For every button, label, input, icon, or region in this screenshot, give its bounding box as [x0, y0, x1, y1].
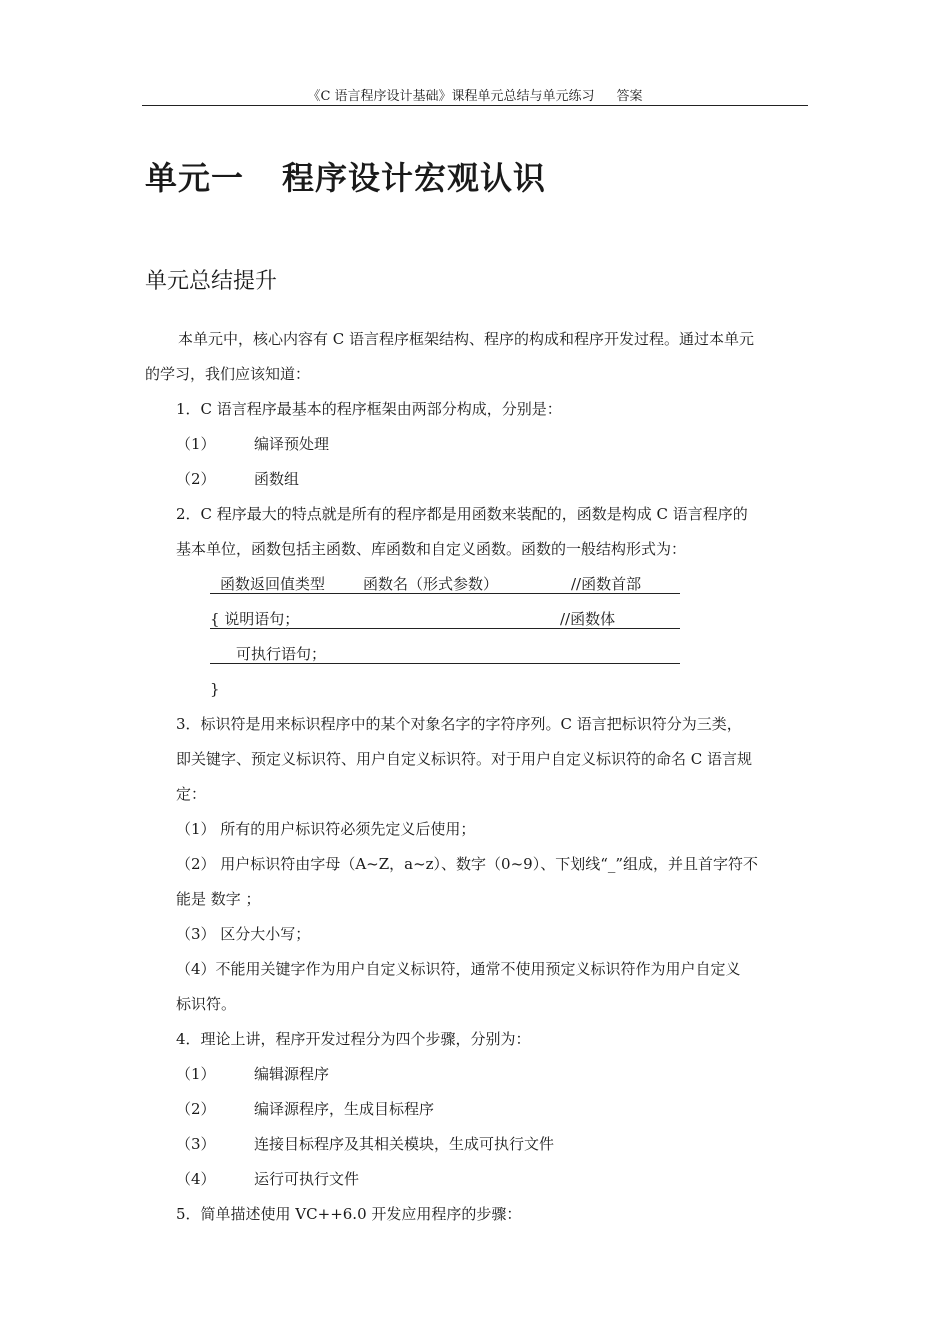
list-item: 标识符。	[176, 995, 237, 1013]
item-text: 函数组	[254, 470, 300, 488]
item-text: 编译预处理	[254, 435, 330, 453]
point-3-line-3: 定：	[176, 785, 207, 803]
code-return-type: 函数返回值类型	[220, 575, 326, 593]
list-item: （4）不能用关键字作为用户自定义标识符，通常不使用预定义标识符作为用户自定义	[176, 960, 741, 978]
unit-name: 程序设计宏观认识	[282, 159, 547, 197]
code-function-name: 函数名（形式参数）	[363, 575, 499, 593]
list-item	[176, 1169, 359, 1189]
item-text: 连接目标程序及其相关模块，生成可执行文件	[254, 1135, 555, 1153]
list-item: （2） 用户标识符由字母（A~Z，a~z）、数字（0~9）、下划线“_”组成，并且首字符不	[176, 855, 759, 873]
list-item: （1） 所有的用户标识符必须先定义后使用；	[176, 820, 476, 838]
code-comment-body: //函数体	[560, 610, 616, 628]
code-comment-head: //函数首部	[571, 575, 642, 593]
list-item	[176, 1099, 434, 1119]
list-item	[176, 1134, 554, 1154]
page-header	[142, 89, 808, 106]
code-line-2	[210, 609, 680, 629]
list-item: （3） 区分大小写；	[176, 925, 311, 943]
item-number: （4）	[176, 1170, 216, 1188]
item-number: （3）	[176, 1135, 216, 1153]
item-number: （2）	[176, 1100, 216, 1118]
code-line-3	[210, 644, 680, 664]
point-3-line-2: 即关键字、预定义标识符、用户自定义标识符。对于用户自定义标识符的命名 C 语言规	[176, 750, 753, 768]
point-1-text: 1．C 语言程序最基本的程序框架由两部分构成，分别是：	[176, 400, 562, 418]
item-number: （2）	[176, 470, 216, 488]
code-declaration: { 说明语句；	[210, 610, 300, 628]
point-3-line-1: 3．标识符是用来标识程序中的某个对象名字的字符序列。C 语言把标识符分为三类，	[176, 715, 742, 733]
item-text: 运行可执行文件	[254, 1170, 360, 1188]
item-number: （1）	[176, 435, 216, 453]
intro-line-1: 本单元中，核心内容有 C 语言程序框架结构、程序的构成和程序开发过程。通过本单元	[178, 330, 755, 348]
item-number: （1）	[176, 1065, 216, 1083]
unit-label: 单元一	[145, 159, 245, 197]
item-text: 编译源程序，生成目标程序	[254, 1100, 435, 1118]
header-suffix: 答案	[616, 89, 643, 104]
list-item	[176, 469, 299, 489]
point-5-text: 5．简单描述使用 VC++6.0 开发应用程序的步骤：	[176, 1205, 522, 1223]
list-item: 能是 数字 ；	[176, 890, 261, 908]
code-line-4: }	[210, 680, 220, 698]
list-item	[176, 1064, 329, 1084]
code-line-1	[210, 574, 680, 594]
header-title: 《C 语言程序设计基础》课程单元总结与单元练习	[307, 89, 595, 104]
unit-title	[145, 156, 546, 200]
list-item	[176, 434, 329, 454]
section-title: 单元总结提升	[145, 269, 278, 294]
point-2-line-1: 2．C 程序最大的特点就是所有的程序都是用函数来装配的，函数是构成 C 语言程序的	[176, 505, 748, 523]
item-text: 编辑源程序	[254, 1065, 330, 1083]
code-statement: 可执行语句；	[236, 645, 327, 663]
point-4-text: 4．理论上讲，程序开发过程分为四个步骤，分别为：	[176, 1030, 531, 1048]
point-2-line-2: 基本单位，函数包括主函数、库函数和自定义函数。函数的一般结构形式为：	[176, 540, 687, 558]
intro-line-2: 的学习，我们应该知道：	[145, 365, 311, 383]
